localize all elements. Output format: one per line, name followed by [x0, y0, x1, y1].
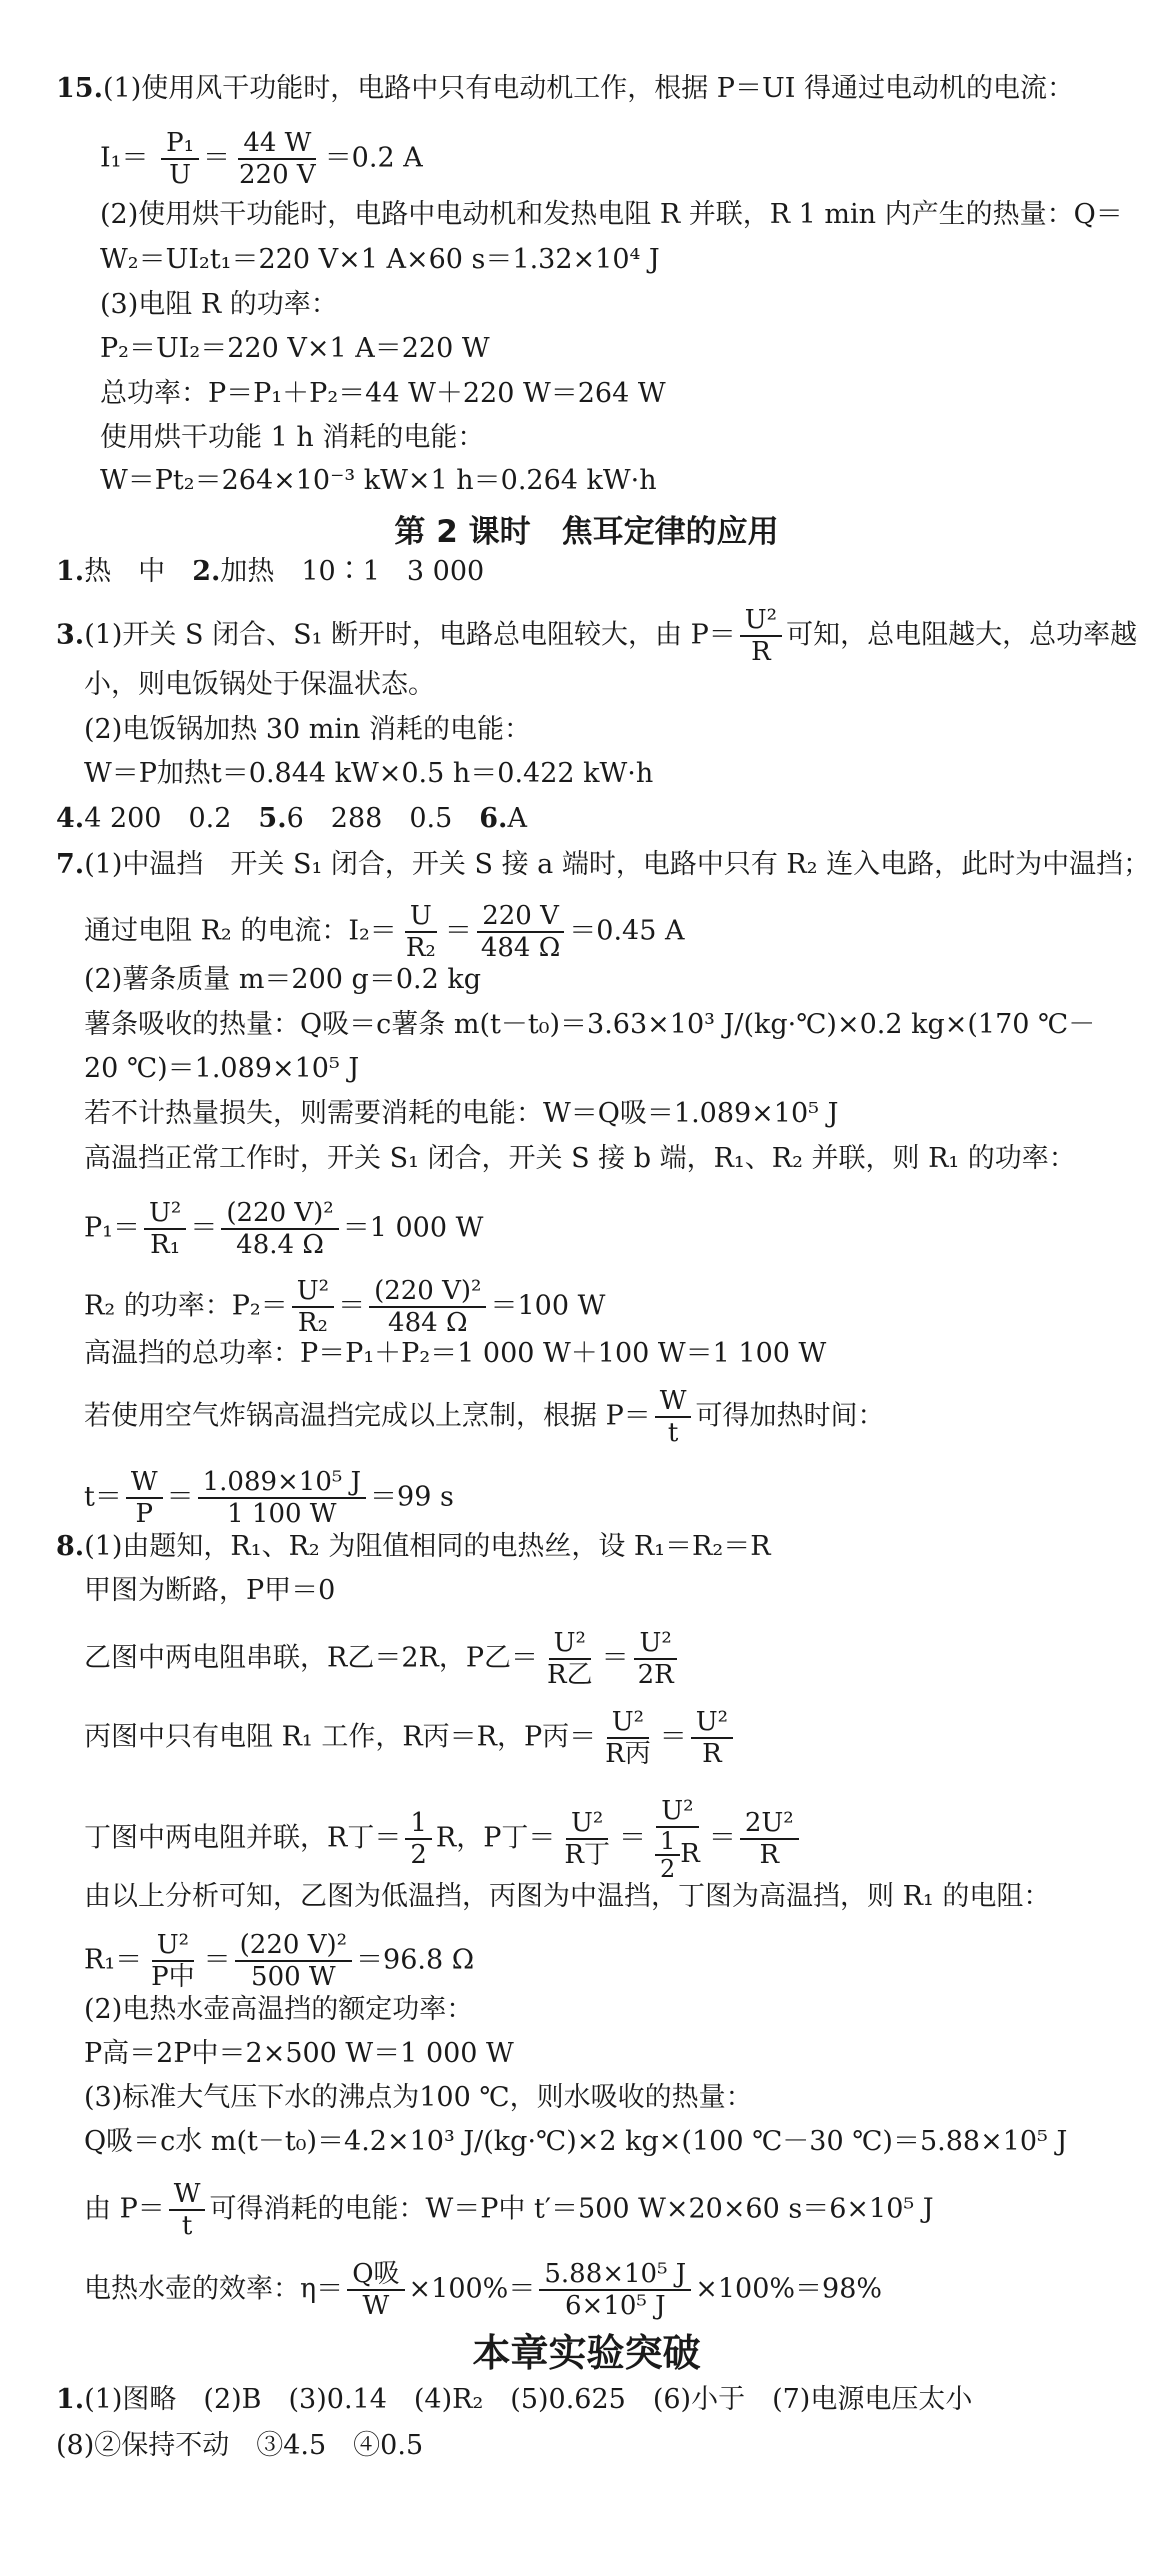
- q15-line-6: P₂＝UI₂＝220 V×1 A＝220 W: [100, 333, 490, 364]
- answers-1-2: [56, 555, 484, 589]
- formula-text: I₁＝: [100, 142, 149, 174]
- q15-line-1: [56, 72, 1074, 106]
- numerator: U²: [144, 1198, 186, 1230]
- numerator: U: [405, 901, 437, 933]
- q8-series-formula: 乙图中两电阻串联，R乙＝2R，P乙＝ $\frac{\text{U²}}{\text{R乙}}$ ＝ $\frac{\text{U²}}{2R}$: [84, 1628, 683, 1690]
- numerator: U²: [549, 1628, 591, 1660]
- fraction: [655, 1386, 692, 1448]
- formula-text: R₁＝: [84, 1944, 143, 1976]
- q15-line-7: 总功率：P＝P₁＋P₂＝44 W＋220 W＝264 W: [100, 378, 666, 409]
- q7-line-7: 高温挡正常工作时，开关 S₁ 闭合，开关 S 接 b 端，R₁、R₂ 并联，则 R₁ 的功率：: [84, 1143, 1076, 1174]
- formula-text: 可得消耗的电能：W＝P中 t′＝500 W×20×60 s＝6×10⁵ J: [209, 2193, 934, 2225]
- formula-text: ＝100 W: [490, 1290, 606, 1322]
- denominator: t: [667, 1418, 679, 1448]
- fraction: [369, 1276, 486, 1338]
- q3-line-4: W＝P加热t＝0.844 kW×0.5 h＝0.422 kW·h: [84, 758, 654, 789]
- fraction: [559, 1808, 615, 1870]
- denominator: 1 100 W: [227, 1499, 337, 1529]
- fraction: [146, 1930, 200, 1992]
- experiment-answer-1: [56, 2383, 972, 2417]
- answer-text: 加热 10∶1 3 000: [220, 556, 485, 587]
- denominator-text: R: [680, 1839, 700, 1869]
- numerator: 1.089×10⁵ J: [198, 1467, 366, 1499]
- q8-line-9: P高＝2P中＝2×500 W＝1 000 W: [84, 2038, 514, 2069]
- formula-text: ＝0.45 A: [569, 915, 685, 947]
- fraction: [650, 1796, 705, 1882]
- q8-line-8: (2)电热水壶高温挡的额定功率：: [84, 1994, 474, 2025]
- formula-text: 乙图中两电阻串联，R乙＝2R，P乙＝: [84, 1642, 539, 1674]
- numerator: 5.88×10⁵ J: [539, 2259, 691, 2291]
- q15-line-8: 使用烘干功能 1 h 消耗的电能：: [100, 422, 485, 453]
- numerator: (220 V)²: [235, 1930, 352, 1962]
- fraction: [655, 1828, 680, 1882]
- question-number: 8.: [56, 1531, 85, 1562]
- q8-single-formula: 丙图中只有电阻 R₁ 工作，R丙＝R，P丙＝ $\frac{\text{U²}}{\text{R丙}}$ ＝ $\frac{\text{U²}}{R}$: [84, 1707, 737, 1769]
- answer-text: (1)图略 (2)B (3)0.14 (4)R₂ (5)0.625 (6)小于 (7)电源电压太小: [84, 2384, 973, 2415]
- q15-line-5: (3)电阻 R 的功率：: [100, 289, 338, 320]
- fraction: [476, 901, 565, 963]
- denominator: P中: [151, 1962, 195, 1992]
- formula-text: 丁图中两电阻并联，R丁＝: [84, 1822, 402, 1854]
- denominator: R丁: [564, 1840, 610, 1870]
- question-number: 7.: [56, 849, 85, 880]
- text: (1)使用风干功能时，电路中只有电动机工作，根据 P＝UI 得通过电动机的电流：: [102, 73, 1074, 104]
- numerator: 1: [655, 1828, 680, 1856]
- answer-text: A: [507, 803, 527, 834]
- fraction: [234, 128, 321, 190]
- numerator: U²: [566, 1808, 608, 1840]
- text: 若使用空气炸锅高温挡完成以上烹制，根据 P＝: [84, 1400, 651, 1432]
- denominator: R: [751, 637, 771, 667]
- q3-line-1: [56, 605, 1137, 667]
- answer-text: 6 288 0.5: [286, 803, 480, 834]
- q8-parallel-formula: 丁图中两电阻并联，R丁＝ $\frac{1}{2}$ R，P丁＝ $\frac{\text{U²}}{\text{R丁}}$ ＝ U² $\frac{1}{2}$ R ＝ $\frac{\text{2U²}}{R}$: [84, 1796, 803, 1882]
- numerator: U²: [607, 1707, 649, 1739]
- formula-text: ＝99 s: [370, 1481, 454, 1513]
- formula-text: ＝96.8 Ω: [356, 1944, 475, 1976]
- denominator: R: [702, 1739, 722, 1769]
- question-number: 2.: [192, 556, 221, 587]
- numerator: 220 V: [477, 901, 564, 933]
- numerator: Q吸: [347, 2259, 404, 2291]
- numerator: (220 V)²: [369, 1276, 486, 1308]
- formula-text: P₁＝: [84, 1212, 140, 1244]
- numerator: W: [655, 1386, 692, 1418]
- fraction: [144, 1198, 186, 1260]
- text: (1)开关 S 闭合、S₁ 断开时，电路总电阻较大，由 P＝: [84, 619, 736, 651]
- question-number: 15.: [56, 73, 103, 104]
- denominator: [650, 1828, 705, 1882]
- text: 可知，总电阻越大，总功率越: [786, 619, 1138, 651]
- q8-line-6: 由以上分析可知，乙图为低温挡，丙图为中温挡，丁图为高温挡，则 R₁ 的电阻：: [84, 1881, 1051, 1912]
- answers-4-6: [56, 802, 527, 836]
- formula-text: 通过电阻 R₂ 的电流：I₂＝: [84, 915, 397, 947]
- question-number: 6.: [479, 803, 508, 834]
- fraction: [126, 1467, 163, 1529]
- q7-line-4: 薯条吸收的热量：Q吸＝c薯条 m(t－t₀)＝3.63×10³ J/(kg·℃)×0.2 kg×(170 ℃－: [84, 1009, 1096, 1040]
- numerator: 2U²: [740, 1808, 799, 1840]
- formula-text: ×100%＝: [408, 2273, 536, 2305]
- question-number: 4.: [56, 803, 85, 834]
- chapter-title: 本章实验突破: [472, 2331, 701, 2375]
- answer-text: 热 中: [84, 556, 193, 587]
- fraction: [292, 1276, 334, 1338]
- q7-line-6: 若不计热量损失，则需要消耗的电能：W＝Q吸＝1.089×10⁵ J: [84, 1098, 839, 1129]
- fraction: [347, 2259, 404, 2321]
- denominator: W: [362, 2291, 390, 2321]
- numerator: W: [126, 1467, 163, 1499]
- numerator: U²: [634, 1628, 676, 1660]
- denominator: 220 V: [239, 160, 316, 190]
- formula-text: R，P丁＝: [435, 1822, 556, 1854]
- denominator: R₂: [405, 933, 436, 963]
- q3-line-2: 小，则电饭锅处于保温状态。: [84, 669, 435, 700]
- q8-line-10: (3)标准大气压下水的沸点为100 ℃，则水吸收的热量：: [84, 2082, 753, 2113]
- question-number: 5.: [258, 803, 287, 834]
- denominator: t: [181, 2211, 193, 2241]
- denominator: 2: [410, 1840, 427, 1870]
- formula-text: 丙图中只有电阻 R₁ 工作，R丙＝R，P丙＝: [84, 1721, 597, 1753]
- numerator: U²: [740, 605, 782, 637]
- formula-text: R₂ 的功率：P₂＝: [84, 1290, 288, 1322]
- q7-line-10: 高温挡的总功率：P＝P₁＋P₂＝1 000 W＋100 W＝1 100 W: [84, 1338, 827, 1369]
- q7-line-11: [84, 1386, 884, 1448]
- formula-text: 由 P＝: [84, 2193, 165, 2225]
- numerator: U²: [292, 1276, 334, 1308]
- denominator: 2R: [637, 1660, 674, 1690]
- fraction: [405, 1808, 432, 1870]
- text: (1)中温挡 开关 S₁ 闭合，开关 S 接 a 端时，电路中只有 R₂ 连入电路，此时为中温挡；: [84, 849, 1151, 880]
- question-number: 1.: [56, 556, 85, 587]
- denominator: R乙: [547, 1660, 593, 1690]
- q7-current-formula: 通过电阻 R₂ 的电流：I₂＝ $\frac{U}{\text{R₂}}$ ＝ $\frac{220 V}{484 \Omega}$ ＝0.45 A: [84, 901, 685, 963]
- formula-text: ×100%＝98%: [695, 2273, 883, 2305]
- fraction: [691, 1707, 733, 1769]
- formula-text: ＝1 000 W: [342, 1212, 484, 1244]
- denominator: R丙: [605, 1739, 651, 1769]
- q8-line-2: 甲图为断路，P甲＝0: [84, 1575, 336, 1606]
- text: 可得加热时间：: [695, 1400, 885, 1432]
- numerator: 1: [405, 1808, 432, 1840]
- question-number: 3.: [56, 619, 85, 651]
- formula-text: t＝: [84, 1481, 122, 1513]
- denominator: R: [759, 1840, 780, 1870]
- fraction: [740, 605, 782, 667]
- fraction: [161, 128, 199, 190]
- q8-r1-formula: R₁＝ $\frac{\text{U²}}{\text{P中}}$ ＝ $\frac{\text{(220 V)²}}{500 W}$ ＝96.8 Ω: [84, 1930, 475, 1992]
- text: (1)由题知，R₁、R₂ 为阻值相同的电热丝，设 R₁＝R₂＝R: [84, 1531, 771, 1562]
- q15-line-9: W＝Pt₂＝264×10⁻³ kW×1 h＝0.264 kW·h: [100, 465, 657, 496]
- q8-line-1: [56, 1530, 771, 1564]
- numerator: W: [169, 2179, 206, 2211]
- numerator: P₁: [161, 128, 199, 160]
- numerator: U²: [152, 1930, 194, 1962]
- numerator: (220 V)²: [221, 1198, 338, 1230]
- fraction: [740, 1808, 799, 1870]
- fraction: [600, 1707, 656, 1769]
- denominator: 484 Ω: [480, 933, 561, 963]
- q8-line-11: Q吸＝c水 m(t－t₀)＝4.2×10³ J/(kg·℃)×2 kg×(100 ℃－30 ℃)＝5.88×10⁵ J: [84, 2126, 1068, 2157]
- denominator: P: [135, 1499, 153, 1529]
- numerator: U²: [691, 1707, 733, 1739]
- fraction: [221, 1198, 338, 1260]
- fraction: [539, 2259, 691, 2321]
- section-title: 第 2 课时 焦耳定律的应用: [394, 514, 779, 550]
- formula-text: 电热水壶的效率：η＝: [84, 2273, 344, 2305]
- q7-line-3: (2)薯条质量 m＝200 g＝0.2 kg: [84, 964, 481, 995]
- numerator: 44 W: [238, 128, 316, 160]
- fraction: [169, 2179, 206, 2241]
- denominator: 6×10⁵ J: [565, 2291, 666, 2321]
- experiment-answer-2: (8)②保持不动 ③4.5 ④0.5: [56, 2430, 424, 2461]
- answer-text: 4 200 0.2: [84, 803, 259, 834]
- denominator: 48.4 Ω: [236, 1230, 324, 1260]
- q7-line-5: 20 ℃)＝1.089×10⁵ J: [84, 1053, 360, 1084]
- fraction: [542, 1628, 598, 1690]
- fraction: [401, 901, 441, 963]
- denominator: 2: [659, 1855, 676, 1883]
- denominator: 500 W: [251, 1962, 336, 1992]
- q7-p1-formula: P₁＝ $\frac{\text{U²}}{\text{R₁}}$ ＝ $\frac{\text{(220 V)²}}{48.4 \Omega}$ ＝1 000 W: [84, 1198, 484, 1260]
- fraction: [235, 1930, 352, 1992]
- q8-efficiency-formula: [84, 2259, 882, 2321]
- q3-line-3: (2)电饭锅加热 30 min 消耗的电能：: [84, 714, 531, 745]
- q15-line-3: (2)使用烘干功能时，电路中电动机和发热电阻 R 并联，R 1 min 内产生的热量：Q＝: [100, 199, 1123, 230]
- denominator: 484 Ω: [388, 1308, 468, 1338]
- q7-line-1: [56, 848, 1150, 882]
- formula-text: ＝0.2 A: [324, 142, 423, 174]
- q7-p2-formula: R₂ 的功率：P₂＝ $\frac{\text{U²}}{\text{R₂}}$ ＝ $\frac{\text{(220 V)²}}{484 \Omega}$ ＝100 W: [84, 1276, 606, 1338]
- q15-line-4: W₂＝UI₂t₁＝220 V×1 A×60 s＝1.32×10⁴ J: [100, 244, 660, 275]
- numerator: U²: [656, 1796, 698, 1828]
- fraction: [633, 1628, 679, 1690]
- q15-current-formula: I₁＝ $\frac{\text{P₁}}{U}$ ＝ $\frac{44 W}{220 V}$ ＝0.2 A: [100, 128, 423, 190]
- denominator: U: [169, 160, 192, 190]
- denominator: R₁: [150, 1230, 181, 1260]
- fraction: [198, 1467, 366, 1529]
- q8-energy-formula: [84, 2179, 934, 2241]
- question-number: 1.: [56, 2384, 85, 2415]
- q7-time-formula: t＝ $\frac{W}{P}$ ＝ $\frac{\text{1.089×10⁵ J}}{1 100 W}$ ＝99 s: [84, 1467, 454, 1529]
- denominator: R₂: [297, 1308, 328, 1338]
